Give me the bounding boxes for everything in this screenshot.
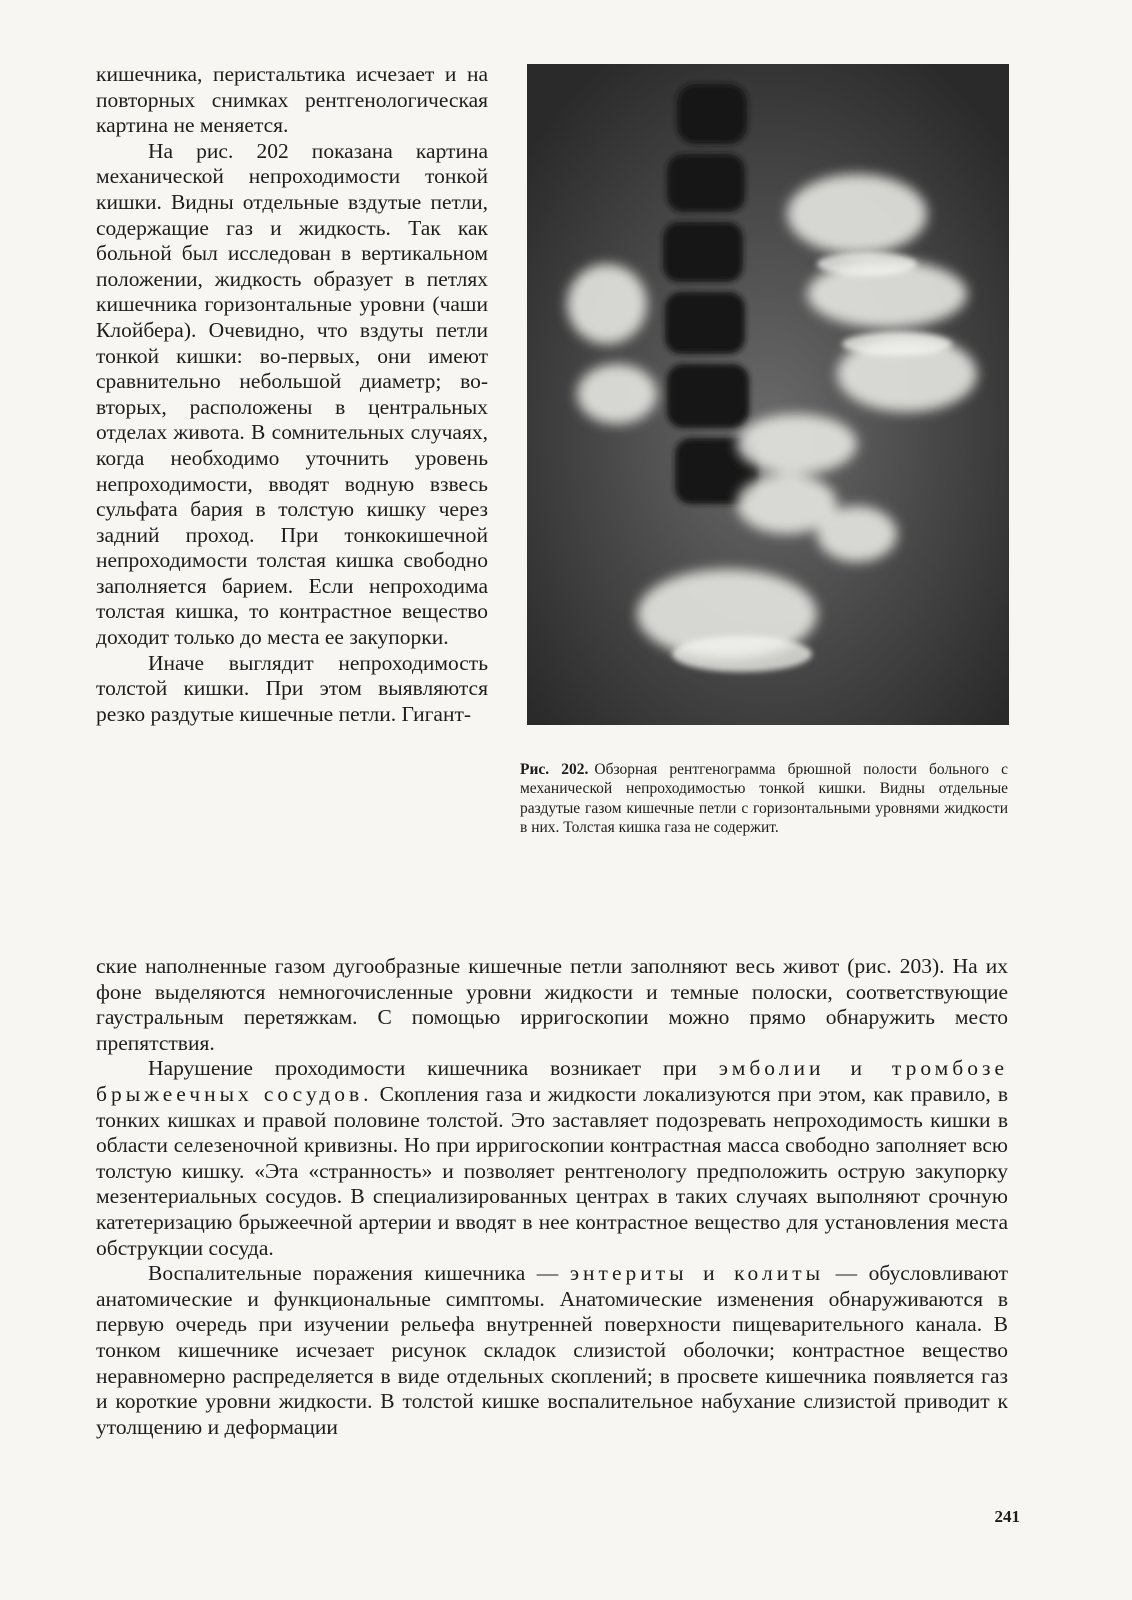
x-ray-image xyxy=(527,64,1009,725)
paragraph: На рис. 202 показана картина механической непроходимости тонкой кишки. Видны отдельные вздутые петли, содержащие газ и жидкость. Так как больной был исследован в вертикальном положении, жидкость образует в петлях кишечника горизонтальные уровни (чаши Клойбера). Очевидно, что вздуты петли тонкой кишки: во-первых, они имеют сравнительно небольшой диаметр; во-вторых, расположены в центральных отделах живота. В сомнительных случаях, когда необходимо уточнить уровень непроходимости, вводят водную взвесь сульфата бария в толстую кишку через задний проход. При тонкокишечной непроходимости толстая кишка свободно заполняется барием. Если непроходима толстая кишка, то контрастное вещество доходит только до места ее закупорки. xyxy=(96,138,488,650)
page-number: 241 xyxy=(994,1507,1020,1526)
figure-caption xyxy=(520,760,1008,838)
caption-text: Обзорная рентгенограмма брюшной полости больного с механической непроходимостью тонкой кишки. Видны отдельные раздутые газом кишечные петли с горизонтальными уровнями жидкости в них. Толстая кишка газа не содержит. xyxy=(520,761,1009,837)
left-text-column xyxy=(96,62,488,727)
text-span: Воспалительные поражения кишечника — xyxy=(148,1261,570,1286)
emphasized-term: энтериты и колиты xyxy=(569,1261,825,1286)
full-width-text xyxy=(96,954,1008,1440)
text-span: — обусловливают анатомические и функциональные симптомы. Анатомические изменения обнаруживаются в первую очередь при изучении рельефа внутренней поверхности пищеварительного канала. В тонком кишечнике исчезает рисунок складок слизистой оболочки; контрастное вещество неравномерно распределяется в виде отдельных скоплений; в просвете кишечника появляется газ и короткие уровни жидкости. В толстой кишке воспалительное набухание слизистой приводит к утолщению и деформации xyxy=(96,1261,1008,1439)
text-span: Нарушение проходимости кишечника возникает при xyxy=(148,1056,719,1081)
paragraph xyxy=(96,1056,1008,1261)
text-span: Скопления газа и жидкости локализуются при этом, как правило, в тонких кишках и правой половине толстой. Это заставляет подозревать непроходимость кишки в области селезеночной кривизны. Но при ирригоскопии контрастная масса свободно заполняет всю толстую кишку. «Эта «странность» и позволяет рентгенологу предположить острую закупорку мезентериальных сосудов. В специализированных центрах в таких случаях выполняют срочную катетеризацию брыжеечной артерии и вводят в нее контрастное вещество для установления места обструкции сосуда. xyxy=(96,1081,1008,1260)
x-ray-figure xyxy=(527,64,1009,725)
paragraph: ские наполненные газом дугообразные кишечные петли заполняют весь живот (рис. 203). На их фоне выделяются немногочисленные уровни жидкости и темные полоски, соответствующие гаустральным перетяжкам. С помощью ирригоскопии можно прямо обнаружить место препятствия. xyxy=(96,954,1008,1055)
figure-label: Рис. 202. xyxy=(520,761,589,778)
emphasized-term: эмболии и тромбозе брыжеечных сосудов. xyxy=(96,1056,1008,1106)
paragraph: Иначе выглядит непроходимость толстой кишки. При этом выявляются резко раздутые кишечные петли. Гигант- xyxy=(96,650,488,726)
paragraph xyxy=(96,1261,1008,1440)
paragraph: кишечника, перистальтика исчезает и на повторных снимках рентгенологическая картина не меняется. xyxy=(96,62,488,138)
